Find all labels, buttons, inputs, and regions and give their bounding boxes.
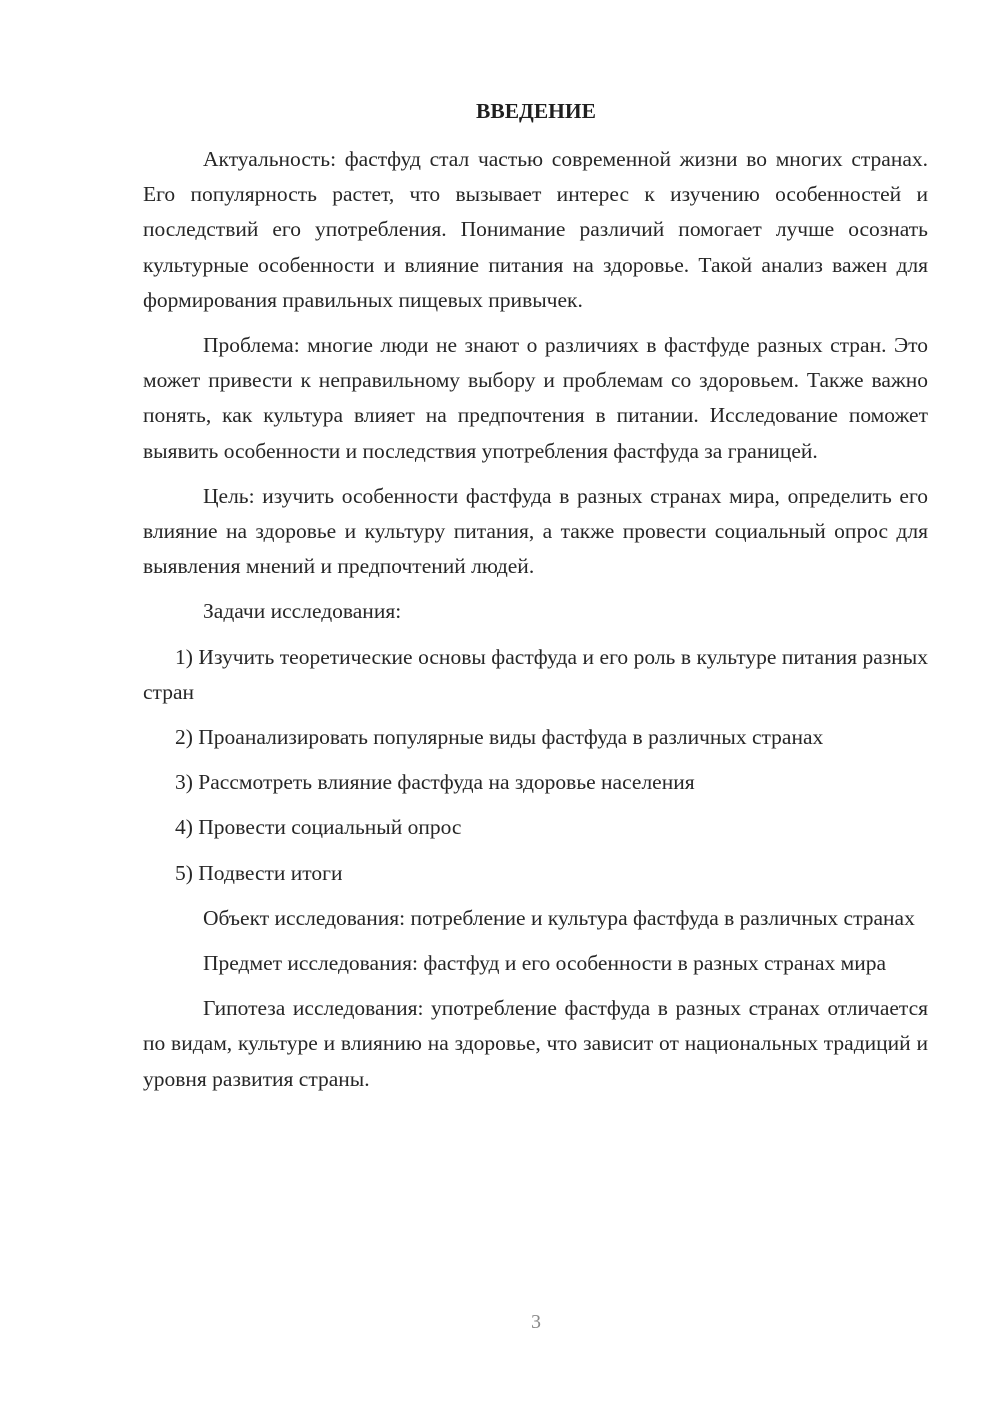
document-body	[143, 142, 928, 1107]
section-title: ВВЕДЕНИЕ	[476, 99, 596, 123]
subject-paragraph: Предмет исследования: фастфуд и его особенности в разных странах мира	[203, 951, 887, 976]
relevance-paragraph: Актуальность: фастфуд стал частью современной жизни во многих странах. Его популярность растет, что вызывает интерес к изучению особенностей и последствий его употребления. Понимание различий помогает лучше осознать культурные особенности и влияние питания на здоровье. Такой анализ важен для формирования правильных пищевых привычек.	[143, 147, 928, 312]
tasks-heading: Задачи исследования:	[203, 599, 402, 624]
task-item-2: 2) Проанализировать популярные виды фастфуда в различных странах	[175, 725, 824, 750]
problem-paragraph: Проблема: многие люди не знают о различиях в фастфуде разных стран. Это может привести к неправильному выбору и проблемам со здоровьем. Также важно понять, как культура влияет на предпочтения в питании. Исследование поможет выявить особенности и последствия употребления фастфуда за границей.	[143, 333, 928, 463]
hypothesis-paragraph: Гипотеза исследования: употребление фастфуда в разных странах отличается по видам, культуре и влиянию на здоровье, что зависит от национальных традиций и уровня развития страны.	[143, 996, 928, 1091]
task-item-5: 5) Подвести итоги	[175, 860, 343, 885]
task-item-3: 3) Рассмотреть влияние фастфуда на здоровье населения	[175, 770, 695, 795]
page-number: 3	[531, 1311, 541, 1333]
goal-paragraph: Цель: изучить особенности фастфуда в разных странах мира, определить его влияние на здоровье и культуру питания, а также провести социальный опрос для выявления мнений и предпочтений людей.	[143, 483, 928, 579]
task-item-1: 1) Изучить теоретические основы фастфуда и его роль в культуре питания разных стран	[143, 644, 928, 704]
object-paragraph: Объект исследования: потребление и культура фастфуда в различных странах	[203, 905, 915, 930]
task-item-4: 4) Провести социальный опрос	[175, 815, 462, 840]
